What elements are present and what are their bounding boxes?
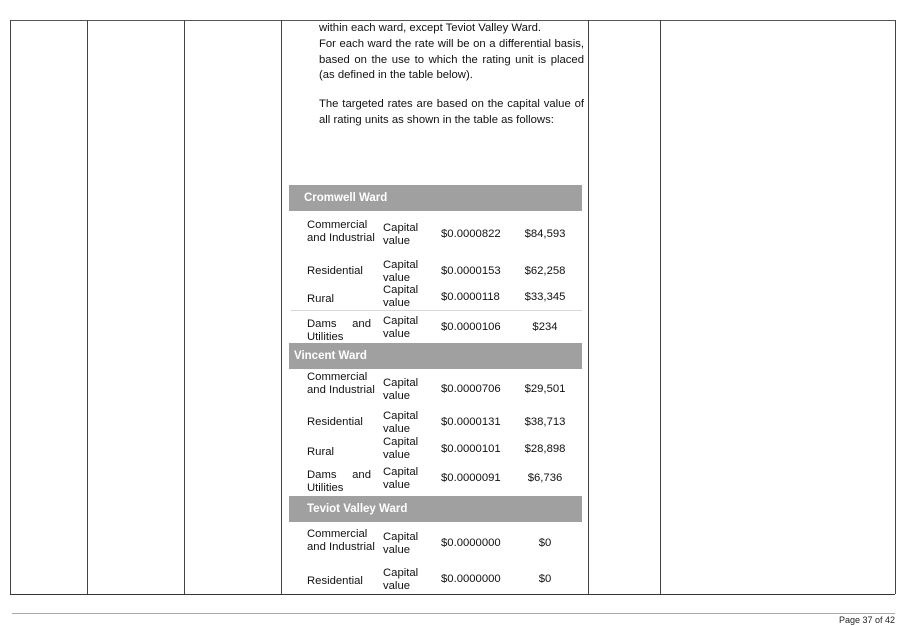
basis-cell: Capital value xyxy=(383,410,419,435)
footer-rule xyxy=(12,613,895,614)
rate-cell: $0.0000101 xyxy=(441,443,501,455)
rate-cell: $0.0000118 xyxy=(441,291,500,303)
amount-cell: $33,345 xyxy=(524,291,566,303)
basis-cell: Capital value xyxy=(383,567,419,592)
category-cell: Commercial and Industrial xyxy=(307,371,375,396)
column-divider xyxy=(184,20,185,594)
basis-cell: Capital value xyxy=(383,466,419,491)
category-cell: Residential xyxy=(307,416,363,428)
category-cell: Dams and Utilities xyxy=(307,469,371,494)
column-divider xyxy=(281,20,282,594)
body-paragraph: For each ward the rate will be on a differential basis, based on the use to which the rating unit is placed (as defined in the table below). xyxy=(319,38,584,81)
basis-cell: Capital value xyxy=(383,259,419,284)
amount-cell: $0 xyxy=(538,537,552,549)
body-paragraph: The targeted rates are based on the capital value of all rating units as shown in the table as follows: xyxy=(319,98,584,126)
amount-cell: $28,898 xyxy=(524,443,566,455)
category-cell: Residential xyxy=(307,575,363,587)
basis-cell: Capital value xyxy=(383,377,419,402)
basis-cell: Capital value xyxy=(383,222,419,247)
rate-cell: $0.0000153 xyxy=(441,265,501,277)
category-cell: Dams and Utilities xyxy=(307,318,371,343)
rate-cell: $0.0000706 xyxy=(441,383,501,395)
basis-cell: Capital value xyxy=(383,315,419,340)
category-cell: Commercial and Industrial xyxy=(307,219,375,244)
amount-cell: $6,736 xyxy=(527,472,563,484)
amount-cell: $84,593 xyxy=(524,228,566,240)
row-divider xyxy=(291,310,582,311)
rate-cell: $0.0000091 xyxy=(441,472,501,484)
rate-cell: $0.0000131 xyxy=(441,416,501,428)
basis-cell: Capital value xyxy=(383,531,419,556)
amount-cell: $62,258 xyxy=(524,265,566,277)
rate-cell: $0.0000106 xyxy=(441,321,501,333)
column-divider xyxy=(588,20,589,594)
ward-header: Cromwell Ward xyxy=(289,185,582,211)
amount-cell: $29,501 xyxy=(524,383,566,395)
rate-cell: $0.0000000 xyxy=(441,537,501,549)
category-cell: Rural xyxy=(307,293,334,305)
amount-cell: $234 xyxy=(532,321,558,333)
column-divider xyxy=(660,20,661,594)
category-cell: Rural xyxy=(307,446,334,458)
rate-cell: $0.0000822 xyxy=(441,228,501,240)
body-text-line: within each ward, except Teviot Valley Ward. xyxy=(319,22,542,34)
basis-cell: Capital value xyxy=(383,284,419,309)
category-cell: Residential xyxy=(307,265,363,277)
amount-cell: $0 xyxy=(538,573,552,585)
ward-header: Vincent Ward xyxy=(289,343,582,369)
basis-cell: Capital value xyxy=(383,436,419,461)
column-divider xyxy=(10,20,11,594)
column-divider xyxy=(895,20,896,594)
amount-cell: $38,713 xyxy=(524,416,566,428)
column-divider xyxy=(87,20,88,594)
category-cell: Commercial and Industrial xyxy=(307,528,375,553)
ward-header: Teviot Valley Ward xyxy=(289,496,582,522)
rate-cell: $0.0000000 xyxy=(441,573,501,585)
page-number: Page 37 of 42 xyxy=(838,615,895,625)
